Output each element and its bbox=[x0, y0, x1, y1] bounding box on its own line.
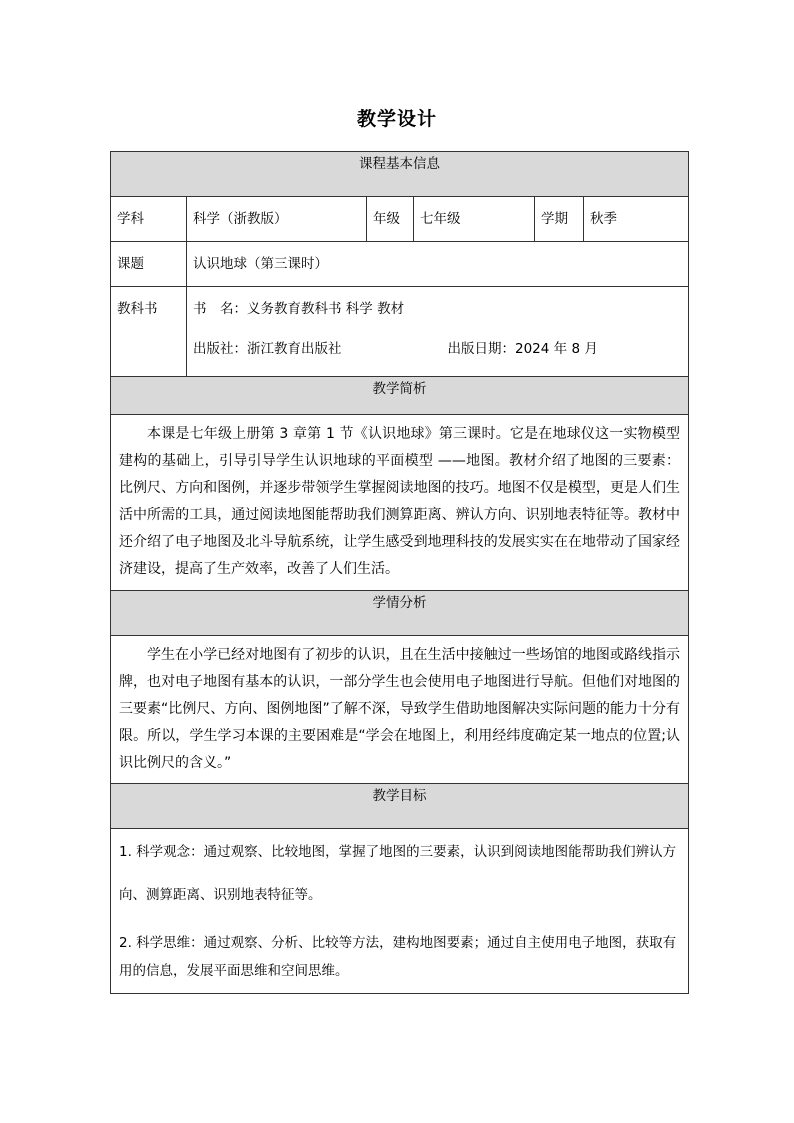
term-value: 秋季 bbox=[584, 197, 689, 242]
book-name-label: 书 名： bbox=[193, 301, 247, 317]
student-analysis-header: 学情分析 bbox=[111, 591, 689, 636]
student-analysis-header-row bbox=[111, 591, 689, 636]
publisher-label: 出版社： bbox=[193, 341, 247, 357]
teaching-analysis-header-row bbox=[111, 377, 689, 415]
grade-value: 七年级 bbox=[414, 197, 535, 242]
objectives-list bbox=[111, 829, 689, 994]
student-analysis-row bbox=[111, 636, 689, 784]
teaching-analysis-text: 本课是七年级上册第 3 章第 1 节《认识地球》第三课时。它是在地球仪这一实物模型建构的基础上，引导引导学生认识地球的平面模型 ——地图。教材介绍了地图的三要素：比例尺、方向和图例，并逐步带领学生掌握阅读地图的技巧。地图不仅是模型，更是人们生活中所需的工具，通过阅读地图能帮助我们测算距离、辨认方向、识别地表特征等。教材中还介绍了电子地图及北斗导航系统，让学生感受到地理科技的发展实实在在地带动了国家经济建设，提高了生产效率，改善了人们生活。 bbox=[111, 415, 689, 591]
subject-label: 学科 bbox=[111, 197, 187, 242]
subject-row bbox=[111, 197, 689, 242]
textbook-row bbox=[111, 287, 689, 377]
objective-item: 1. 科学观念：通过观察、比较地图，掌握了地图的三要素，认识到阅读地图能帮助我们辨认方向、测算距离、识别地表特征等。 bbox=[119, 844, 677, 903]
topic-label: 课题 bbox=[111, 242, 187, 287]
objectives-header-row bbox=[111, 784, 689, 829]
grade-label: 年级 bbox=[367, 197, 414, 242]
publish-date-value: 2024 年 8 月 bbox=[515, 341, 598, 357]
publish-date-label: 出版日期： bbox=[447, 341, 515, 357]
topic-value: 认识地球（第三课时） bbox=[187, 242, 689, 287]
textbook-label: 教科书 bbox=[111, 287, 187, 377]
publish-date bbox=[448, 337, 598, 357]
objective-item: 2. 科学思维：通过观察、分析、比较等方法，建构地图要素；通过自主使用电子地图，获取有用的信息，发展平面思维和空间思维。 bbox=[119, 935, 677, 979]
publisher-line bbox=[193, 337, 682, 357]
topic-row bbox=[111, 242, 689, 287]
course-info-header-row bbox=[111, 152, 689, 197]
textbook-details bbox=[187, 287, 689, 377]
publisher-value: 浙江教育出版社 bbox=[247, 341, 342, 357]
teaching-analysis-header: 教学简析 bbox=[111, 377, 689, 415]
book-name-value: 义务教育教科书 科学 教材 bbox=[247, 301, 405, 317]
student-analysis-text: 学生在小学已经对地图有了初步的认识，且在生活中接触过一些场馆的地图或路线指示牌，也对电子地图有基本的认识，一部分学生也会使用电子地图进行导航。但他们对地图的三要素“比例尺、方向、图例地图”了解不深，导致学生借助地图解决实际问题的能力十分有限。所以，学生学习本课的主要困难是“学会在地图上，利用经纬度确定某一地点的位置;认识比例尺的含义。” bbox=[111, 636, 689, 784]
book-name-line bbox=[193, 297, 682, 317]
teaching-analysis-row bbox=[111, 415, 689, 591]
objectives-header: 教学目标 bbox=[111, 784, 689, 829]
course-info-header: 课程基本信息 bbox=[111, 152, 689, 197]
subject-value: 科学（浙教版） bbox=[187, 197, 367, 242]
lesson-plan-table bbox=[110, 151, 689, 994]
page-title: 教学设计 bbox=[356, 108, 437, 130]
objectives-row bbox=[111, 829, 689, 994]
publisher bbox=[193, 337, 342, 357]
term-label: 学期 bbox=[535, 197, 584, 242]
